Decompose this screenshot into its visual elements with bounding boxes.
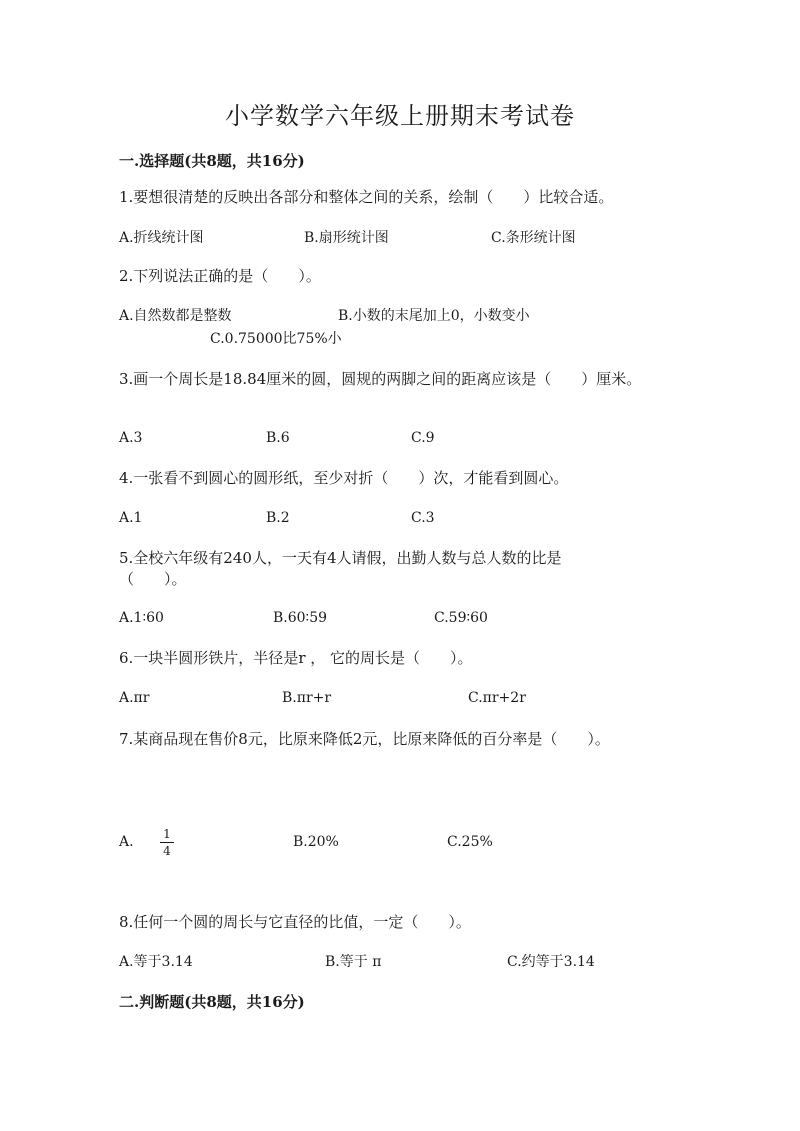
question-1: 1.要想很清楚的反映出各部分和整体之间的关系，绘制（ ）比较合适。 bbox=[119, 188, 614, 206]
q1-option-c: C.条形统计图 bbox=[491, 230, 576, 246]
page-title: 小学数学六年级上册期末考试卷 bbox=[225, 102, 575, 130]
fraction-denominator: 4 bbox=[163, 844, 171, 858]
q3-option-a: A.3 bbox=[119, 430, 143, 446]
q5-option-c: C.59∶60 bbox=[434, 610, 488, 626]
q4-option-c: C.3 bbox=[411, 510, 435, 526]
question-6: 6.一块半圆形铁片，半径是r ， 它的周长是（ ）。 bbox=[119, 649, 473, 667]
question-7: 7.某商品现在售价8元，比原来降低2元，比原来降低的百分率是（ ）。 bbox=[119, 730, 610, 748]
fraction-bar bbox=[160, 842, 174, 843]
q3-option-c: C.9 bbox=[411, 430, 435, 446]
q8-option-c: C.约等于3.14 bbox=[507, 954, 595, 970]
q6-option-c: C.πr+2r bbox=[468, 690, 526, 706]
q2-option-b: B.小数的末尾加上0，小数变小 bbox=[338, 308, 530, 324]
q7-fraction bbox=[160, 827, 174, 858]
fraction-numerator: 1 bbox=[163, 827, 171, 841]
q3-option-b: B.6 bbox=[266, 430, 290, 446]
question-8: 8.任何一个圆的周长与它直径的比值，一定（ ）。 bbox=[119, 913, 471, 931]
q2-option-c: C.0.75000比75%小 bbox=[210, 331, 342, 347]
question-5: 5.全校六年级有240人，一天有4人请假，出勤人数与总人数的比是（ ）。 bbox=[119, 549, 562, 588]
question-4: 4.一张看不到圆心的圆形纸，至少对折（ ）次，才能看到圆心。 bbox=[119, 469, 569, 487]
q6-option-a: A.πr bbox=[119, 690, 150, 706]
q5-option-b: B.60∶59 bbox=[273, 610, 328, 626]
q5-option-a: A.1∶60 bbox=[119, 610, 164, 626]
q4-option-b: B.2 bbox=[266, 510, 290, 526]
q7-option-b: B.20% bbox=[293, 834, 339, 850]
q2-option-a: A.自然数都是整数 bbox=[119, 308, 232, 324]
section-heading-choice: 一.选择题(共8题，共16分) bbox=[119, 152, 305, 170]
q4-option-a: A.1 bbox=[119, 510, 143, 526]
q1-option-b: B.扇形统计图 bbox=[304, 230, 389, 246]
q7-option-c: C.25% bbox=[447, 834, 493, 850]
q8-option-a: A.等于3.14 bbox=[119, 954, 193, 970]
q8-option-b: B.等于 π bbox=[325, 954, 382, 970]
question-2: 2.下列说法正确的是（ ）。 bbox=[119, 267, 321, 285]
question-3: 3.画一个周长是18.84厘米的圆，圆规的两脚之间的距离应该是（ ）厘米。 bbox=[119, 370, 642, 388]
q6-option-b: B.πr+r bbox=[282, 690, 332, 706]
q1-option-a: A.折线统计图 bbox=[119, 230, 204, 246]
q7-option-a: A. bbox=[119, 834, 134, 850]
section-heading-judgment: 二.判断题(共8题，共16分) bbox=[119, 993, 305, 1011]
